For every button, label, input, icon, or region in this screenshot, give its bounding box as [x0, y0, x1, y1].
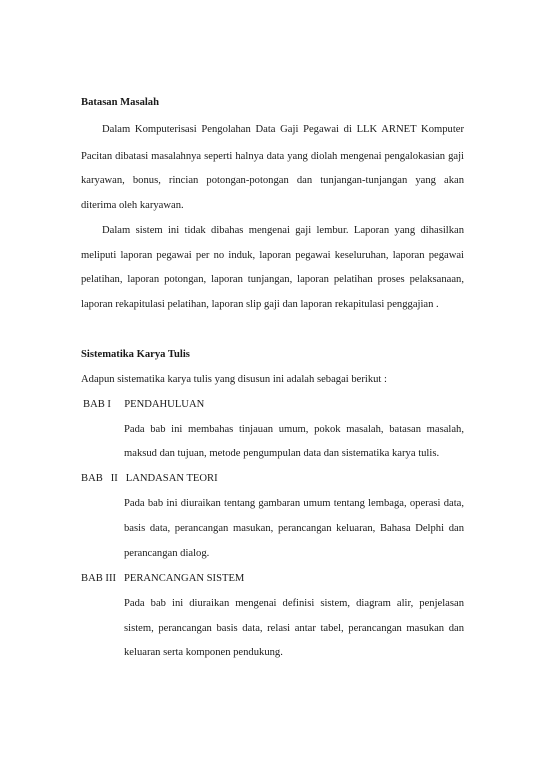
paragraph-line: karyawan, bonus, rincian potongan-potongan dan tunjangan-tunjangan yang akan: [81, 175, 464, 186]
paragraph-line: pelatihan, laporan potongan, laporan tunjangan, laporan pelatihan proses pelaksanaan,: [81, 274, 464, 285]
chapter-description-line: Pada bab ini diuraikan tentang gambaran umum tentang lembaga, operasi data,: [124, 498, 464, 509]
chapter-description-line: perancangan dialog.: [124, 548, 210, 559]
chapter-description-line: basis data, perancangan masukan, perancangan keluaran, Bahasa Delphi dan: [124, 523, 464, 534]
chapter-description-line: Pada bab ini membahas tinjauan umum, pokok masalah, batasan masalah,: [124, 424, 464, 435]
section-heading-batasan-masalah: Batasan Masalah: [81, 97, 159, 108]
paragraph-line: Pacitan dibatasi masalahnya seperti halnya data yang diolah mengenai pengalokasian gaji: [81, 151, 464, 162]
paragraph-line: meliputi laporan pegawai per no induk, laporan pegawai keseluruhan, laporan pegawai: [81, 250, 464, 261]
chapter-description-line: keluaran serta komponen pendukung.: [124, 647, 283, 658]
chapter-title: BAB III PERANCANGAN SISTEM: [81, 573, 245, 584]
paragraph-line: laporan rekapitulasi pelatihan, laporan slip gaji dan laporan rekapitulasi penggajian .: [81, 299, 439, 310]
chapter-title: BAB II LANDASAN TEORI: [81, 473, 218, 484]
chapter-description-line: maksud dan tujuan, metode pengumpulan data dan sistematika karya tulis.: [124, 448, 440, 459]
paragraph-line: Dalam Komputerisasi Pengolahan Data Gaji Pegawai di LLK ARNET Komputer: [102, 124, 464, 135]
intro-line: Adapun sistematika karya tulis yang disusun ini adalah sebagai berikut :: [81, 374, 387, 385]
chapter-description-line: sistem, perancangan basis data, relasi antar tabel, perancangan masukan dan: [124, 623, 464, 634]
paragraph-line: Dalam sistem ini tidak dibahas mengenai gaji lembur. Laporan yang dihasilkan: [102, 225, 464, 236]
chapter-description-line: Pada bab ini diuraikan mengenai definisi sistem, diagram alir, penjelasan: [124, 598, 464, 609]
section-heading-sistematika-karya-tulis: Sistematika Karya Tulis: [81, 349, 190, 360]
chapter-title: BAB I PENDAHULUAN: [83, 399, 205, 410]
paragraph-line: diterima oleh karyawan.: [81, 200, 184, 211]
